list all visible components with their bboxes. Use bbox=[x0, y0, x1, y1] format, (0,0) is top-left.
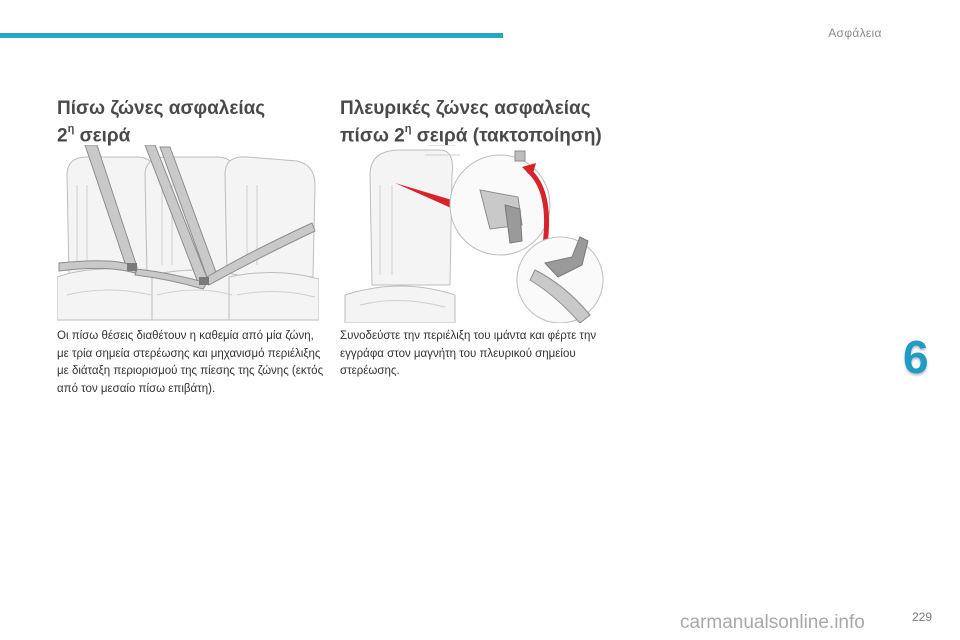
page-number: 229 bbox=[912, 610, 933, 624]
left-heading-line1: Πίσω ζώνες ασφαλείας bbox=[57, 98, 266, 119]
belt-stowing-illustration bbox=[340, 145, 605, 323]
row-prefix: πίσω 2 bbox=[340, 125, 405, 147]
right-heading-line2 bbox=[340, 120, 640, 147]
left-paragraph: Οι πίσω θέσεις διαθέτουν η καθεμία από μία ζώνη, με τρία σημεία στερέωσης και μηχανισμό περιέλιξης με διάταξη περιορισμού της πίεσης της ζώνης (εκτός από τον μεσαίο πίσω επιβάτη). bbox=[57, 330, 324, 395]
row-suffix: σειρά (τακτοποίηση) bbox=[416, 125, 602, 147]
left-heading-line2 bbox=[57, 120, 317, 147]
row-word: σειρά bbox=[79, 125, 131, 147]
header-accent-bar bbox=[0, 33, 503, 38]
row-ordinal: η bbox=[67, 123, 75, 135]
watermark: carmanualsonline.info bbox=[680, 612, 865, 633]
row-ordinal: η bbox=[404, 123, 412, 135]
chapter-number: 6 bbox=[903, 331, 929, 383]
row-number: 2 bbox=[57, 125, 68, 147]
left-heading bbox=[57, 98, 317, 147]
detail-circle-bottom bbox=[517, 237, 603, 323]
right-heading bbox=[340, 98, 640, 147]
rear-seats-belts-illustration bbox=[57, 145, 319, 323]
right-heading-line1: Πλευρικές ζώνες ασφαλείας bbox=[340, 98, 591, 119]
section-label: Ασφάλεια bbox=[828, 26, 882, 40]
detail-circle-top bbox=[450, 151, 550, 255]
right-paragraph: Συνοδεύστε την περιέλιξη του ιμάντα και φέρτε την εγγράφα στον μαγνήτη του πλευρικού σημείου στερέωσης. bbox=[340, 330, 597, 377]
